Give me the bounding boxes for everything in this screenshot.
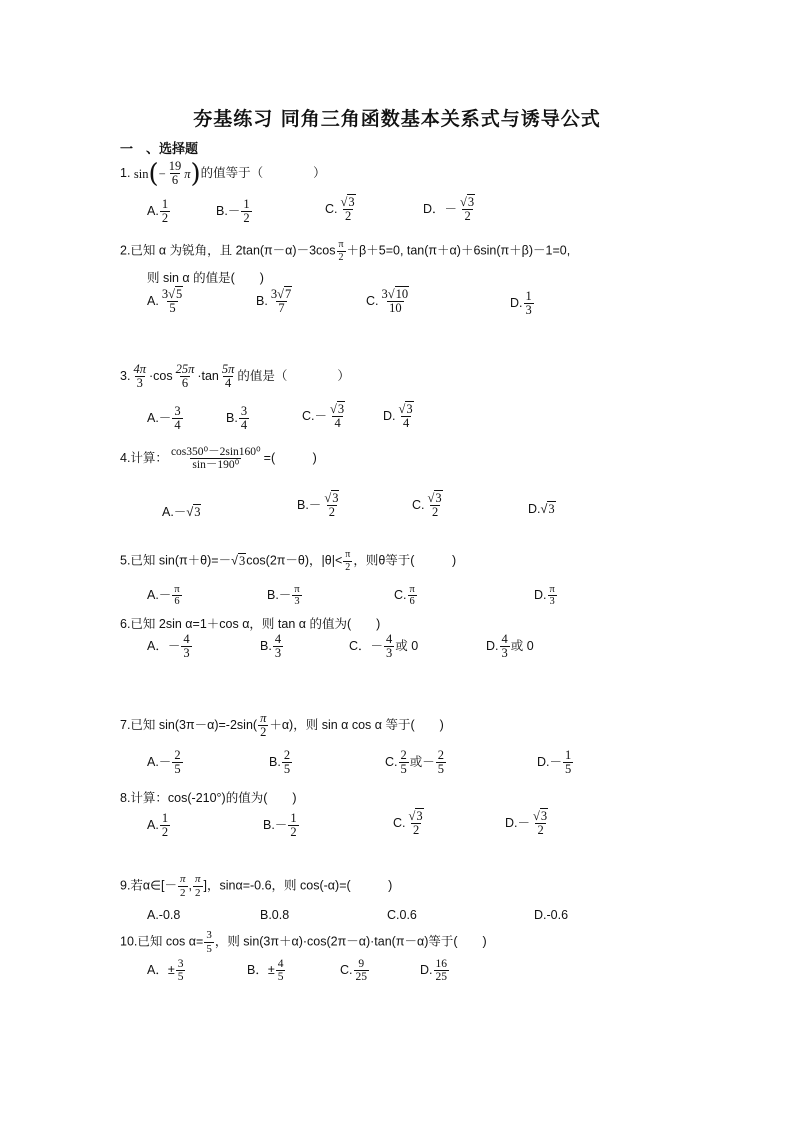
q7-option-a[interactable]: A.－ $\frac{2}{5}$	[147, 748, 181, 777]
q8-option-d[interactable]: D.－ $\frac{√3}{2}$	[505, 809, 548, 838]
section-heading: 一 、选择题	[120, 142, 199, 157]
q7-option-c[interactable]: C. $\frac{2}{5}$ 或－ $\frac{2}{5}$	[385, 748, 445, 777]
q8-option-b[interactable]: B.－ $\frac{1}{2}$	[263, 811, 297, 840]
question-8: 8.计算：cos(-210°)的值为( )	[120, 791, 297, 805]
q10-option-c[interactable]: C. $\frac{9}{25}$	[340, 958, 367, 984]
question-7: 7.已知 sin(3π－α)=-2sin( $\frac{\pi}{2}$ ＋α)，则 sin α cos α 等于( )	[120, 711, 444, 740]
q3-option-b[interactable]: B. $\frac{3}{4}$	[226, 404, 248, 433]
q10-option-b[interactable]: B．± $\frac{4}{5}$	[247, 958, 284, 984]
q3-option-a[interactable]: A.－ $\frac{3}{4}$	[147, 404, 181, 433]
q10-option-d[interactable]: D. $\frac{16}{25}$	[420, 958, 447, 984]
q4-option-a[interactable]: A.－√3	[162, 505, 201, 519]
q1-option-d[interactable]: D．－ $\frac{√3}{2}$	[423, 195, 475, 224]
q8-option-c[interactable]: C. $\frac{√3}{2}$	[393, 809, 423, 838]
q3-option-c[interactable]: C.－ $\frac{√3}{4}$	[302, 402, 345, 431]
q2-option-b[interactable]: B. $\frac{3√7}{7}$	[256, 287, 292, 316]
question-1: 1. sin(− $\frac{19}{6}$ π)的值等于（ ）	[120, 158, 326, 189]
q9-option-d[interactable]: D.-0.6	[534, 908, 569, 922]
q1-option-a[interactable]: A. $\frac{1}{2}$	[147, 197, 169, 226]
q5-option-a[interactable]: A.－ $\frac{\pi}{6}$	[147, 584, 180, 608]
q6-option-d[interactable]: D. $\frac{4}{3}$ 或 0	[486, 632, 534, 661]
q2-option-d[interactable]: D. $\frac{1}{3}$	[510, 289, 532, 318]
q8-option-a[interactable]: A. $\frac{1}{2}$	[147, 811, 169, 840]
page-title: 夯基练习 同角三角函数基本关系式与诱导公式	[193, 108, 601, 130]
q3-option-d[interactable]: D. $\frac{√3}{4}$	[383, 402, 413, 431]
q2-option-a[interactable]: A. $\frac{3√5}{5}$	[147, 287, 183, 316]
q4-option-c[interactable]: C. $\frac{√3}{2}$	[412, 491, 442, 520]
question-6: 6.已知 2sin α=1＋cos α，则 tan α 的值为( )	[120, 617, 381, 631]
q4-option-b[interactable]: B.－ $\frac{√3}{2}$	[297, 491, 339, 520]
q7-option-b[interactable]: B. $\frac{2}{5}$	[269, 748, 291, 777]
q1-option-b[interactable]: B.－ $\frac{1}{2}$	[216, 197, 250, 226]
q9-option-b[interactable]: B.0.8	[260, 908, 290, 922]
question-3: 3. $\frac{4\pi}{3}$ ·cos $\frac{25\pi}{6}$ ·tan $\frac{5\pi}{4}$ 的值是（ ）	[120, 362, 350, 391]
q2-option-c[interactable]: C. $\frac{3√10}{10}$	[366, 287, 409, 316]
q10-option-a[interactable]: A．± $\frac{3}{5}$	[147, 958, 184, 984]
question-2-line-2: 则 sin α 的值是( )	[147, 271, 264, 285]
q4-option-d[interactable]: D.√3	[528, 502, 555, 516]
q5-option-b[interactable]: B.－ $\frac{\pi}{3}$	[267, 584, 300, 608]
q6-option-c[interactable]: C．－ $\frac{4}{3}$ 或 0	[349, 632, 419, 661]
q9-option-c[interactable]: C.0.6	[387, 908, 417, 922]
q7-option-d[interactable]: D.－ $\frac{1}{5}$	[537, 748, 572, 777]
q5-option-c[interactable]: C. $\frac{\pi}{6}$	[394, 584, 415, 608]
question-2: 2.已知 α 为锐角，且 2tan(π－α)－3cos $\frac{\pi}{2}$ ＋β＋5=0, tan(π＋α)＋6sin(π＋β)－1=0,	[120, 239, 571, 263]
q9-option-a[interactable]: A.-0.8	[147, 908, 181, 922]
question-9: 9.若α∈[－ $\frac{\pi}{2}$ , $\frac{\pi}{2}$ ]，sinα=-0.6，则 cos(-α)=( )	[120, 873, 393, 899]
q6-option-a[interactable]: A．－ $\frac{4}{3}$	[147, 632, 190, 661]
question-5: 5.已知 sin(π＋θ)=－√3cos(2π－θ)，|θ|< $\frac{\pi}{2}$ ，则θ等于( )	[120, 549, 457, 573]
question-4: 4.计算： $\frac{\text{cos350⁰－2sin160⁰}}{\text{sin－190⁰}}$ =( )	[120, 446, 317, 472]
q5-option-d[interactable]: D. $\frac{\pi}{3}$	[534, 584, 555, 608]
q1-option-c[interactable]: C. $\frac{√3}{2}$	[325, 195, 355, 224]
question-10: 10.已知 cos α= $\frac{3}{5}$ ，则 sin(3π＋α)·cos(2π－α)·tan(π－α)等于( )	[120, 929, 487, 955]
q6-option-b[interactable]: B. $\frac{4}{3}$	[260, 632, 282, 661]
